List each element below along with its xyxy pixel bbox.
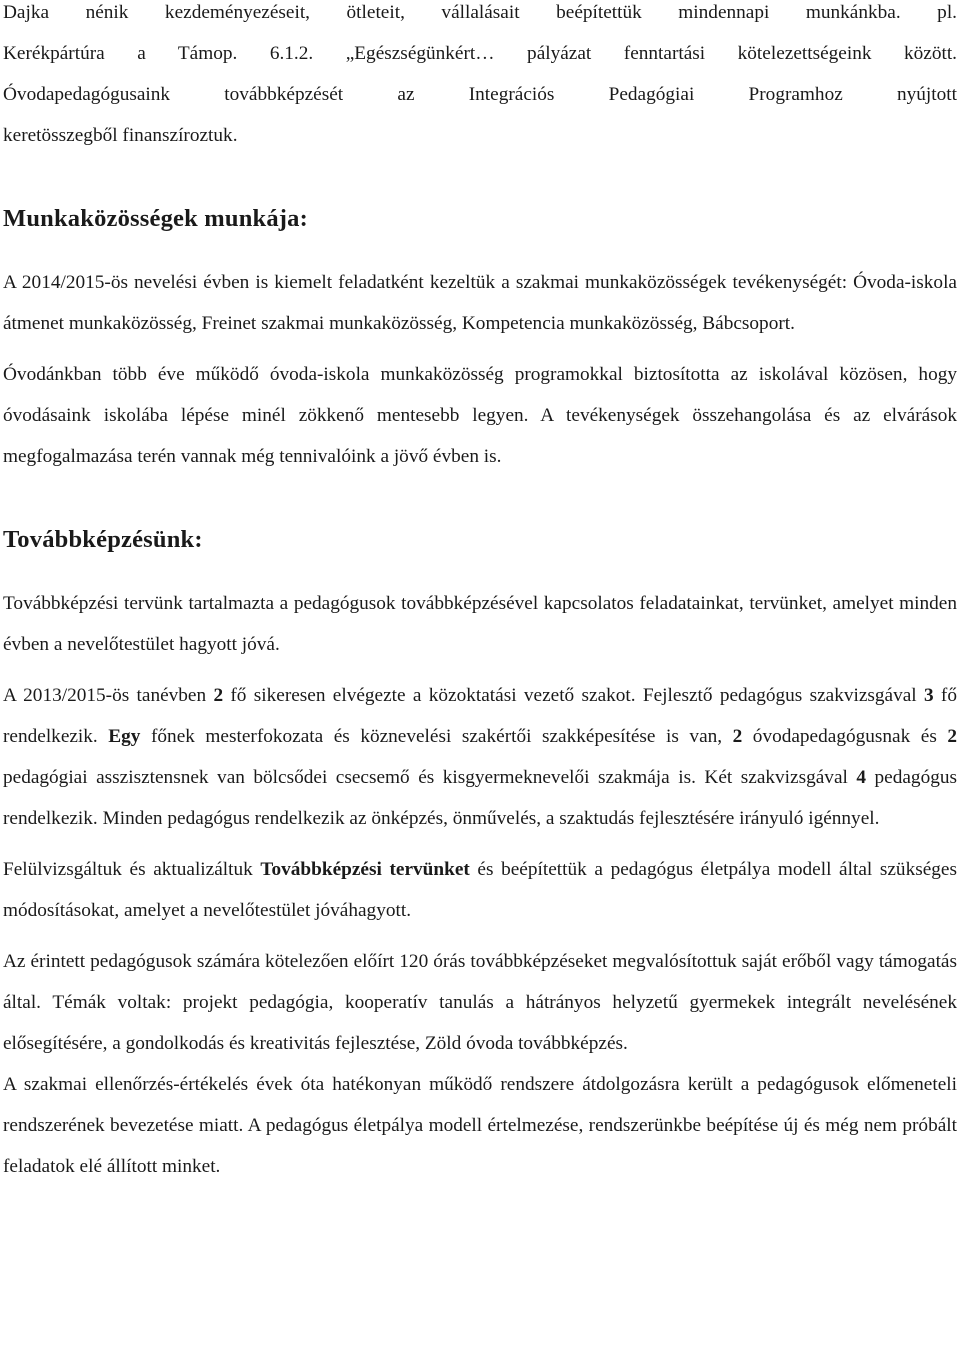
intro-line-2: Kerékpártúra a Támop. 6.1.2. „Egészségünkért… pályázat fenntartási kötelezettségeink között. [3, 43, 957, 64]
bold-number: 2 [213, 685, 224, 706]
paragraph-tovabbkepzes-1: Továbbképzési tervünk tartalmazta a pedagógusok továbbképzésével kapcsolatos feladatainkat, tervünket, amelyet minden évben a nevelőtestület hagyott jóvá. [3, 593, 957, 655]
intro-line-3: Óvodapedagógusaink továbbképzését az Integrációs Pedagógiai Programhoz nyújtott [3, 84, 957, 105]
text-run: és beépítettük a pedagógus életpálya modell által szükséges módosításokat, amelyet a nevelőtestület jóváhagyott. [3, 859, 957, 921]
text-run: A 2013/2015-ös tanévben [3, 685, 214, 706]
paragraph-tovabbkepzes-4: Az érintett pedagógusok számára kötelezően előírt 120 órás továbbképzéseket megvalósítottuk saját erőből vagy támogatás által. Témák voltak: projekt pedagógia, kooperatív tanulás a hátrányos helyzetű gyermekek integrált nevelésének elősegítésére, a gondolkodás és kreativitás fejlesztése, Zöld óvoda továbbképzés. [3, 951, 957, 1054]
paragraph-munkakozossegek-1: A 2014/2015-ös nevelési évben is kiemelt feladatként kezeltük a szakmai munkaközösségek tevékenységét: Óvoda-iskola átmenet munkaközösség, Freinet szakmai munkaközösség, Kompetencia munkaközösség, Bábcsoport. [3, 272, 957, 334]
bold-number: 3 [923, 685, 934, 706]
section-heading-munkakozossegek: Munkaközösségek munkája: [3, 205, 308, 232]
bold-number: Egy [108, 726, 141, 747]
text-run: fő rendelkezik. [3, 685, 957, 747]
text-run: főnek mesterfokozata és köznevelési szakértői szakképesítése is van, [140, 726, 733, 747]
bold-phrase: Továbbképzési tervünket [260, 859, 470, 880]
paragraph-tovabbkepzes-2 [3, 675, 957, 839]
intro-block [3, 0, 957, 156]
text-run: pedagógus rendelkezik. Minden pedagógus rendelkezik az önképzés, önművelés, a szaktudás fejlesztésére irányuló igénnyel. [3, 767, 957, 829]
text-run: fő sikeresen elvégezte a közoktatási vezető szakot. Fejlesztő pedagógus szakvizsgával [223, 685, 924, 706]
intro-line-4: keretösszegből finanszíroztuk. [3, 125, 238, 146]
paragraph-tovabbkepzes-3 [3, 849, 957, 931]
text-run: pedagógiai asszisztensnek van bölcsődei csecsemő és kisgyermeknevelői szakmája is. Két szakvizsgával [3, 767, 857, 788]
paragraph-munkakozossegek-2: Óvodánkban több éve működő óvoda-iskola munkaközösség programokkal biztosította az iskolával közösen, hogy óvodásaink iskolába lépése minél zökkenő mentesebb legyen. A tevékenységek összehangolása és az elvárások megfogalmazása terén vannak még tennivalóink a jövő évben is. [3, 364, 957, 467]
section-heading-tovabbkepzes: Továbbképzésünk: [3, 526, 203, 553]
bold-number: 4 [856, 767, 867, 788]
paragraph-tovabbkepzes-5: A szakmai ellenőrzés-értékelés évek óta hatékonyan működő rendszere átdolgozásra került a pedagógusok előmeneteli rendszerének bevezetése miatt. A pedagógus életpálya modell értelmezése, rendszerünkbe beépítése új és még nem próbált feladatok elé állított minket. [3, 1074, 957, 1177]
text-run: Felülvizsgáltuk és aktualizáltuk [3, 859, 261, 880]
bold-number: 2 [947, 726, 957, 747]
intro-line-1: Dajka nénik kezdeményezéseit, ötleteit, vállalásait beépítettük mindennapi munkánkba. pl. [3, 2, 957, 23]
text-run: óvodapedagógusnak és [742, 726, 948, 747]
bold-number: 2 [732, 726, 743, 747]
